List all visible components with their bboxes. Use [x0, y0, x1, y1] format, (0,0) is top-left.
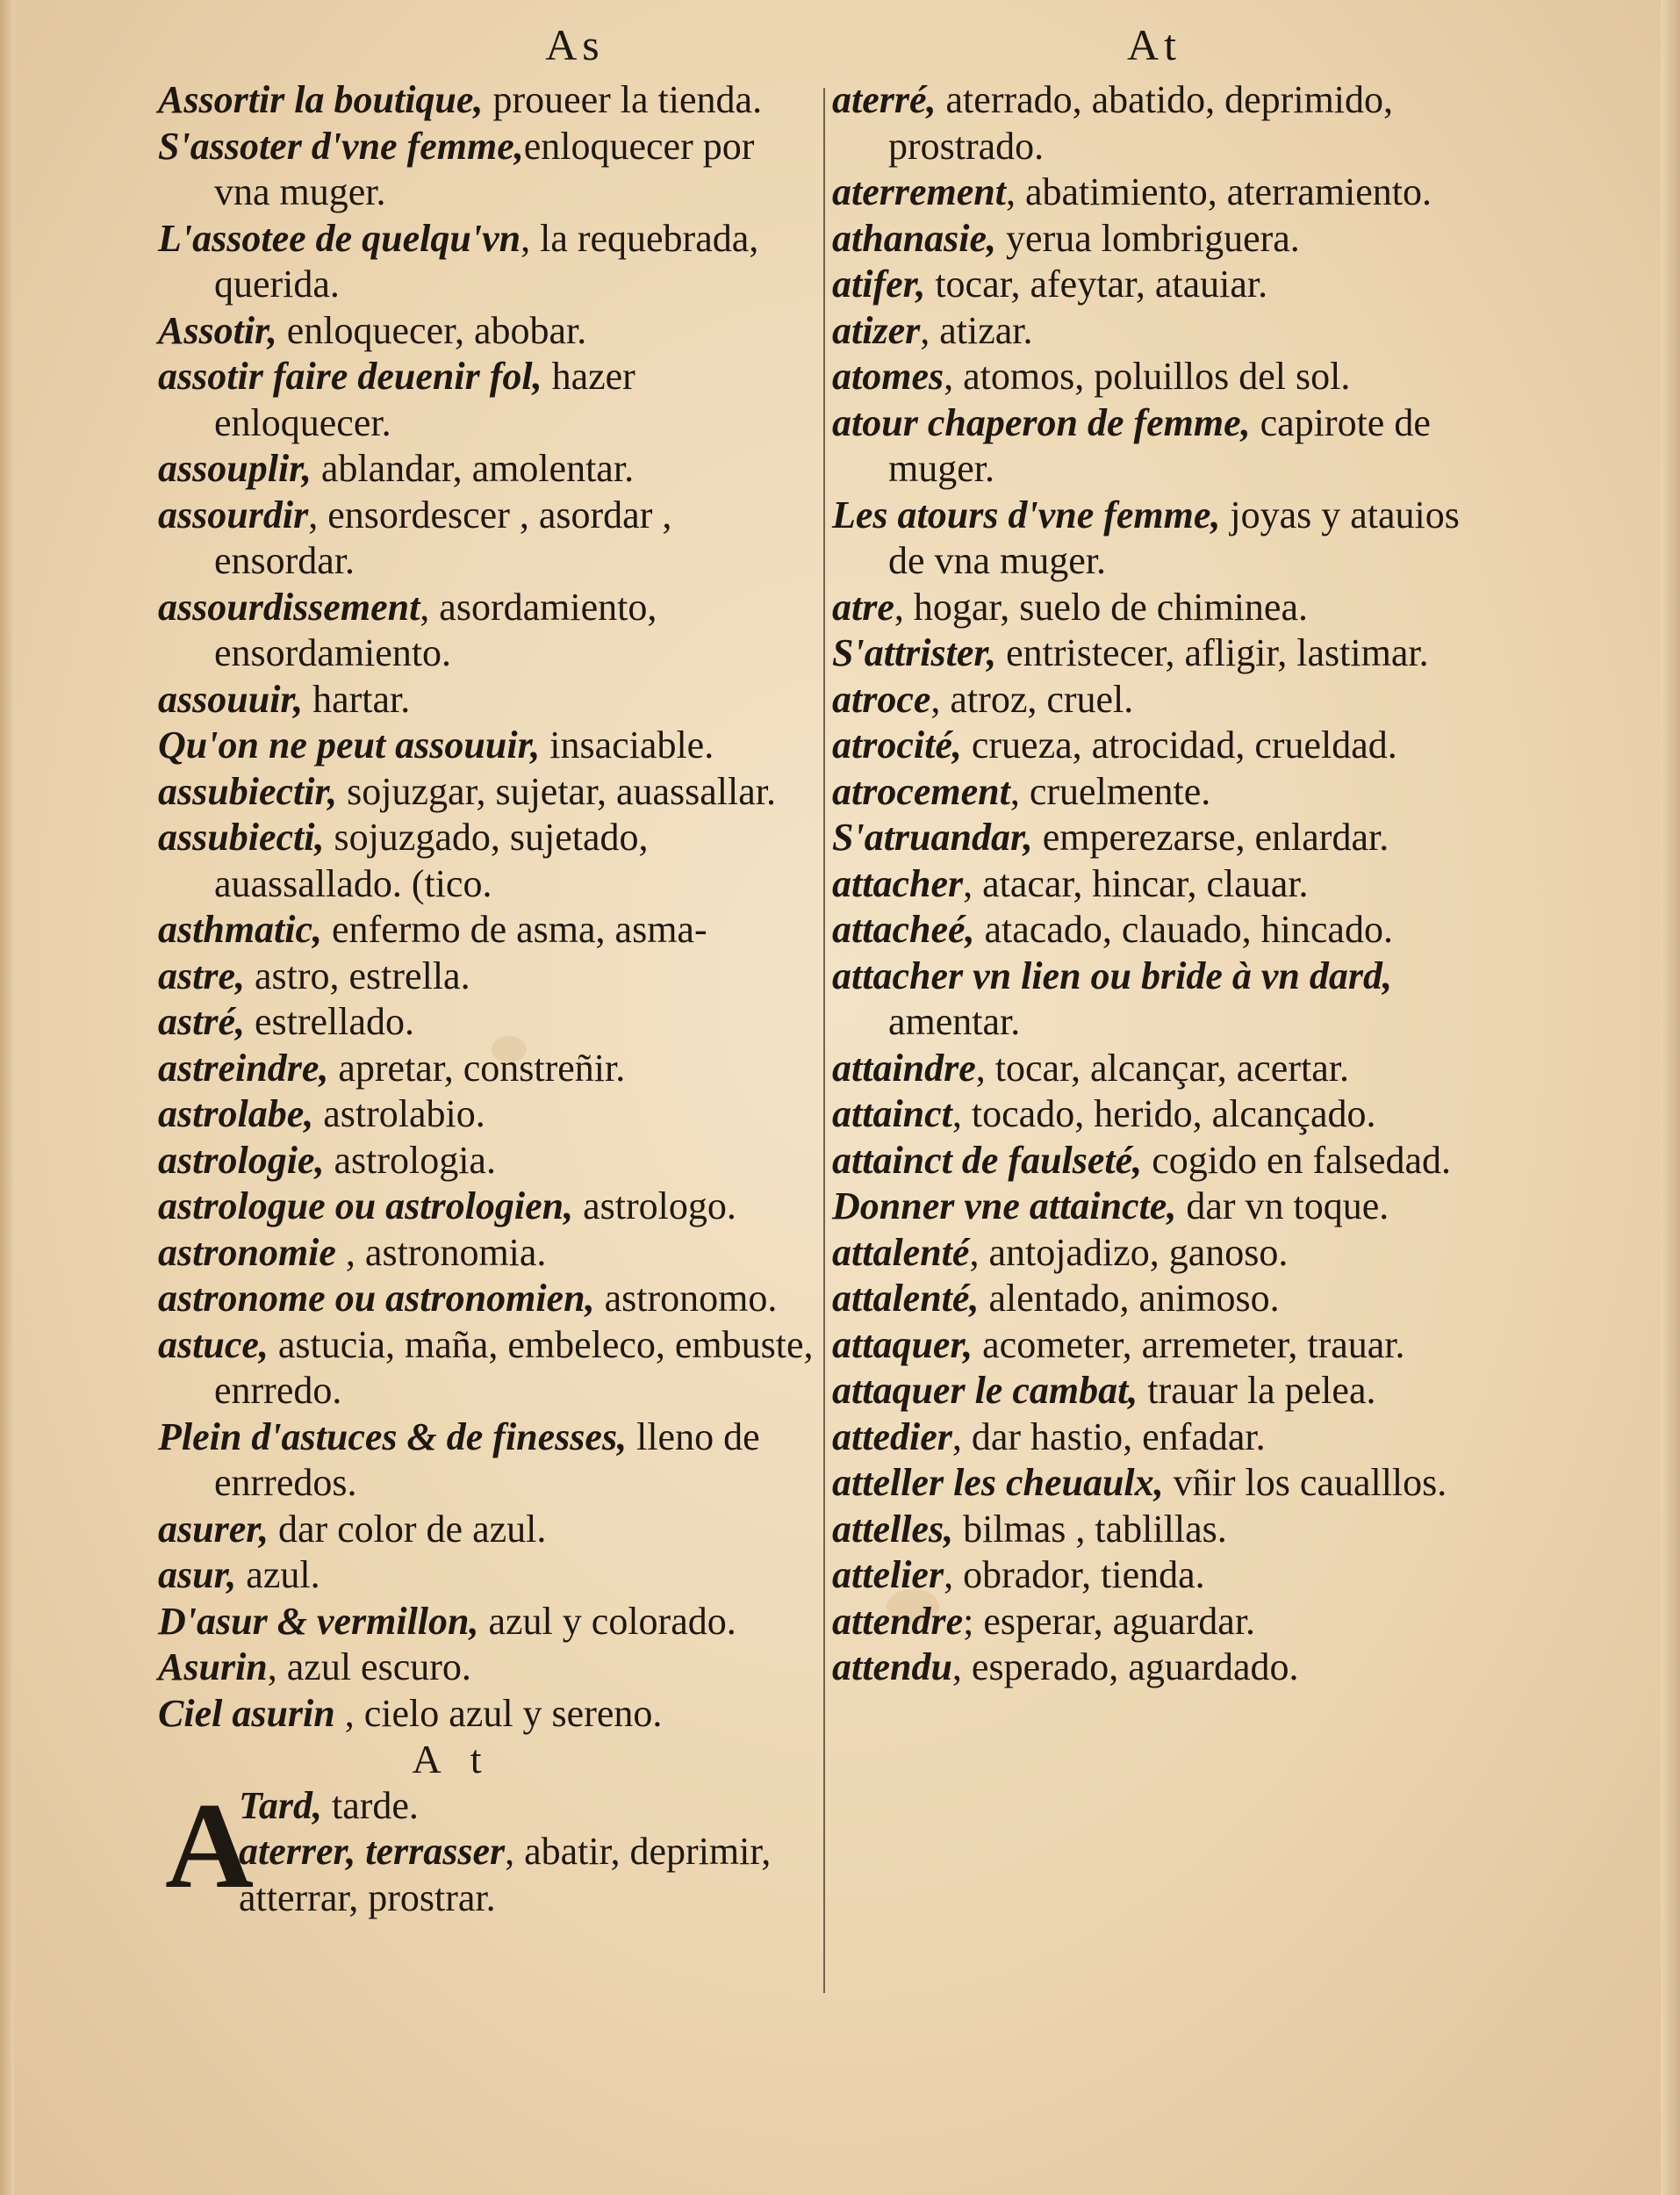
- entry-definition: enloquecer, abobar.: [276, 308, 587, 352]
- dictionary-entry: [158, 124, 816, 216]
- left-column-header: As: [545, 20, 605, 69]
- entry-headword: atteller les cheuaulx,: [832, 1461, 1164, 1504]
- entry-headword: atroce: [832, 677, 931, 721]
- dictionary-entry: [158, 723, 816, 769]
- entry-definition: , cielo azul y sereno.: [334, 1691, 663, 1735]
- dictionary-entry: [158, 1276, 816, 1322]
- entry-headword: Ciel asurin: [158, 1691, 335, 1735]
- dictionary-entry: [832, 169, 1464, 216]
- entry-headword: attendre: [832, 1599, 964, 1643]
- entry-definition: , abatir, deprimir, atterrar, prostrar.: [239, 1830, 772, 1919]
- entry-headword: assourdir: [158, 493, 309, 536]
- column-divider: [823, 88, 825, 1993]
- dictionary-entry: [832, 1644, 1464, 1691]
- entry-headword: Assortir la boutique,: [158, 78, 484, 121]
- entry-definition: dar color de azul.: [268, 1507, 547, 1551]
- dictionary-entry: [158, 1552, 816, 1599]
- dictionary-entry: [158, 999, 816, 1046]
- entry-headword: atomes: [832, 355, 944, 398]
- dictionary-entry: [832, 308, 1464, 355]
- dropcap-entry: [158, 1777, 816, 1922]
- entry-definition: sojuzgar, sujetar, auassallar.: [337, 769, 777, 813]
- entry-definition: enfermo de asma, asma-: [322, 908, 707, 951]
- entry-headword: astré,: [158, 1000, 245, 1043]
- entry-headword: atour chaperon de femme,: [832, 400, 1251, 444]
- dictionary-entry: [832, 1460, 1464, 1507]
- entry-headword: attainct de faulseté,: [832, 1138, 1143, 1182]
- dictionary-entry: [158, 493, 816, 585]
- dictionary-entry: [832, 723, 1464, 769]
- entry-headword: Donner vne attaincte,: [832, 1184, 1177, 1227]
- entry-headword: atifer,: [832, 263, 926, 306]
- entry-headword: astuce,: [158, 1322, 269, 1366]
- entry-headword: assouplir,: [158, 447, 312, 490]
- dictionary-entry: [158, 354, 816, 446]
- entry-headword: aterrer, terrasser: [239, 1830, 506, 1873]
- entry-headword: Assotir,: [158, 308, 277, 352]
- entry-headword: attendu: [832, 1645, 952, 1688]
- dictionary-entry: [158, 1783, 816, 1830]
- entry-headword: asurer,: [158, 1507, 269, 1551]
- dictionary-entry: [158, 446, 816, 493]
- entry-definition: trauar la pelea.: [1138, 1369, 1376, 1412]
- entry-definition: , la requebrada, querida.: [214, 216, 759, 306]
- entry-definition: , dar hastio, enfadar.: [951, 1414, 1266, 1458]
- entry-headword: astrolabe,: [158, 1092, 314, 1135]
- dictionary-entry: [832, 400, 1464, 493]
- entry-definition: , tocado, herido, alcançado.: [951, 1092, 1376, 1135]
- entry-definition: vñir los caualllos.: [1163, 1461, 1447, 1504]
- entry-headword: aterrement: [832, 170, 1006, 213]
- dictionary-entry: [832, 354, 1464, 400]
- entry-definition: azul.: [236, 1553, 320, 1596]
- dictionary-entry: [832, 861, 1464, 908]
- dictionary-entry: [158, 1644, 816, 1691]
- dictionary-entry: [832, 1599, 1464, 1645]
- dictionary-entry: [158, 1138, 816, 1184]
- entry-headword: astronomie: [158, 1230, 336, 1274]
- dictionary-entry: [158, 1230, 816, 1277]
- entry-definition: acometer, arremeter, trauar.: [973, 1322, 1405, 1366]
- entry-definition: tarde.: [321, 1783, 419, 1827]
- dictionary-entry: [832, 815, 1464, 861]
- entry-headword: atrocement: [832, 769, 1010, 813]
- entry-headword: Qu'on ne peut assouuir,: [158, 723, 541, 766]
- right-column-header: At: [1127, 20, 1181, 69]
- entry-definition: enloquecer por vna muger.: [214, 124, 755, 213]
- dictionary-entry: [832, 1368, 1464, 1414]
- entry-headword: assourdissement: [158, 585, 420, 629]
- entry-headword: atizer: [832, 308, 921, 352]
- entry-definition: azul y colorado.: [478, 1599, 736, 1643]
- entry-definition: joyas y atauios de vna muger.: [888, 493, 1460, 582]
- entry-definition: proueer la tienda.: [483, 78, 763, 121]
- entry-definition: crueza, atrocidad, crueldad.: [961, 723, 1397, 766]
- entry-definition: , hogar, suelo de chiminea.: [894, 585, 1308, 629]
- dictionary-entry: [832, 1276, 1464, 1322]
- entry-headword: attaquer le cambat,: [832, 1369, 1138, 1412]
- dictionary-entry: [832, 1138, 1464, 1184]
- dictionary-entry: [832, 769, 1464, 816]
- entry-definition: astrologia.: [324, 1138, 496, 1182]
- dictionary-entry: [158, 769, 816, 816]
- entry-headword: asur,: [158, 1553, 237, 1596]
- entry-definition: , astronomia.: [335, 1230, 547, 1274]
- entry-headword: attelier: [832, 1553, 944, 1596]
- entry-headword: astronome ou astronomien,: [158, 1277, 595, 1320]
- dictionary-entry: [832, 1552, 1464, 1599]
- entry-headword: astreindre,: [158, 1046, 329, 1090]
- dictionary-entry: [158, 1599, 816, 1645]
- entry-definition: , atizar.: [920, 308, 1033, 352]
- dictionary-entry: [158, 1414, 816, 1507]
- right-column: [832, 77, 1464, 1691]
- dictionary-entry: [158, 1507, 816, 1553]
- dictionary-entry: [832, 1507, 1464, 1553]
- dictionary-entry: [158, 308, 816, 355]
- entry-definition: , tocar, alcançar, acertar.: [975, 1046, 1349, 1090]
- dictionary-entry: [158, 815, 816, 907]
- entry-definition: dar vn toque.: [1176, 1184, 1389, 1227]
- dictionary-entry: [832, 585, 1464, 631]
- entry-definition: apretar, constreñir.: [328, 1046, 626, 1090]
- entry-definition: , obrador, tienda.: [944, 1553, 1205, 1596]
- entry-headword: Plein d'astuces & de finesses,: [158, 1414, 628, 1458]
- entry-headword: attalenté: [832, 1230, 970, 1274]
- dictionary-entry: [832, 1091, 1464, 1138]
- entry-headword: attaindre: [832, 1046, 976, 1090]
- entry-headword: attedier: [832, 1414, 952, 1458]
- entry-headword: athanasie,: [832, 216, 997, 260]
- entry-definition: astrolabio.: [313, 1092, 485, 1135]
- dictionary-entry: [832, 1184, 1464, 1230]
- dictionary-entry: [832, 907, 1464, 954]
- entry-definition: , cruelmente.: [1009, 769, 1211, 813]
- entry-headword: assubiectir,: [158, 769, 338, 813]
- entry-definition: capirote de muger.: [888, 400, 1431, 490]
- entry-headword: assouuir,: [158, 677, 304, 721]
- page-right-edge: [1661, 0, 1680, 2195]
- entry-definition: , esperado, aguardado.: [951, 1645, 1299, 1688]
- entry-definition: insaciable.: [540, 723, 714, 766]
- entry-definition: , asordamiento, ensordamiento.: [214, 585, 657, 674]
- entry-definition: astucia, maña, embeleco, embuste, enrredo.: [214, 1322, 814, 1412]
- entry-definition: , atroz, cruel.: [930, 677, 1134, 721]
- entry-definition: yerua lombriguera.: [996, 216, 1300, 260]
- entry-headword: atrocité,: [832, 723, 962, 766]
- entry-definition: emperezarse, enlardar.: [1032, 816, 1389, 859]
- dictionary-entry: [832, 1322, 1464, 1369]
- entry-definition: astronomo.: [594, 1277, 778, 1320]
- dictionary-entry: [158, 585, 816, 677]
- entry-headword: assubiecti,: [158, 816, 325, 859]
- dictionary-entry: [158, 216, 816, 308]
- entry-headword: attacher vn lien ou bride à vn dard,: [832, 954, 1393, 997]
- dictionary-entry: [158, 1046, 816, 1092]
- entry-headword: atre: [832, 585, 894, 629]
- dictionary-entry: [158, 907, 816, 954]
- entry-definition: sojuzgado, sujetado, auassallado. (tico.: [214, 816, 649, 905]
- entry-headword: S'attrister,: [832, 631, 997, 674]
- entry-definition: amentar.: [888, 1000, 1021, 1043]
- entry-headword: attainct: [832, 1092, 952, 1135]
- dictionary-entry: [832, 1046, 1464, 1092]
- entry-definition: astrologo.: [573, 1184, 736, 1227]
- entry-definition: lleno de enrredos.: [214, 1414, 760, 1504]
- entry-headword: S'atruandar,: [832, 816, 1033, 859]
- dictionary-entry: [832, 1230, 1464, 1277]
- dictionary-entry: [158, 954, 816, 1000]
- dictionary-entry: [158, 77, 816, 124]
- dictionary-entry: [832, 262, 1464, 308]
- entry-definition: ablandar, amolentar.: [311, 447, 635, 490]
- entry-definition: bilmas , tablillas.: [953, 1507, 1227, 1551]
- entry-definition: aterrado, abatido, deprimido, prostrado.: [888, 78, 1394, 168]
- entry-headword: asthmatic,: [158, 908, 323, 951]
- entry-definition: estrellado.: [245, 1000, 415, 1043]
- entry-definition: atacado, clauado, hincado.: [974, 908, 1393, 951]
- entry-headword: S'assoter d'vne femme,: [158, 124, 524, 168]
- dictionary-entry: [832, 677, 1464, 723]
- entry-definition: , antojadizo, ganoso.: [969, 1230, 1289, 1274]
- dictionary-entry: [832, 77, 1464, 169]
- entry-headword: D'asur & vermillon,: [158, 1599, 479, 1643]
- entry-definition: hartar.: [303, 677, 411, 721]
- entry-definition: hazer enloquecer.: [214, 355, 635, 444]
- entry-headword: astre,: [158, 954, 245, 997]
- dictionary-entry: [832, 1414, 1464, 1461]
- dictionary-entry: [158, 1322, 816, 1414]
- left-column: [158, 77, 816, 1921]
- entry-headword: Tard,: [239, 1783, 322, 1827]
- entry-headword: astrologue ou astrologien,: [158, 1184, 574, 1227]
- dictionary-entry: [832, 493, 1464, 585]
- dictionary-entry: [832, 954, 1464, 1046]
- entry-definition: alentado, animoso.: [979, 1277, 1280, 1320]
- entry-headword: attaquer,: [832, 1322, 973, 1366]
- dictionary-entry: [158, 1691, 816, 1738]
- entry-headword: Asurin: [158, 1645, 268, 1688]
- entry-definition: , azul escuro.: [267, 1645, 471, 1688]
- dictionary-entry: [158, 677, 816, 723]
- entry-definition: , abatimiento, aterramiento.: [1005, 170, 1432, 213]
- entry-definition: tocar, afeytar, atauiar.: [925, 263, 1268, 306]
- entry-headword: assotir faire deuenir fol,: [158, 355, 542, 398]
- section-heading: A t: [412, 1737, 492, 1781]
- entry-definition: cogido en falsedad.: [1142, 1138, 1452, 1182]
- entry-definition: entristecer, afligir, lastimar.: [996, 631, 1429, 674]
- entry-headword: aterré,: [832, 78, 937, 121]
- entry-definition: astro, estrella.: [245, 954, 470, 997]
- entry-definition: , ensordescer , asordar , ensordar.: [214, 493, 672, 582]
- dictionary-entry: [832, 216, 1464, 263]
- page-left-edge: [0, 0, 14, 2195]
- entry-headword: attalenté,: [832, 1277, 980, 1320]
- entry-definition: , atomos, poluillos del sol.: [944, 355, 1351, 398]
- dropcap-letter: A: [165, 1777, 255, 1914]
- entry-headword: L'assotee de quelqu'vn: [158, 216, 521, 260]
- dictionary-entry: [158, 1091, 816, 1138]
- entry-headword: attelles,: [832, 1507, 954, 1551]
- dictionary-entry: [158, 1184, 816, 1230]
- entry-headword: attacher: [832, 861, 964, 905]
- entry-headword: Les atours d'vne femme,: [832, 493, 1221, 536]
- entry-headword: astrologie,: [158, 1138, 325, 1182]
- dictionary-entry: [832, 630, 1464, 677]
- entry-definition: , atacar, hincar, clauar.: [963, 861, 1309, 905]
- entry-headword: attacheé,: [832, 908, 975, 951]
- entry-definition: ; esperar, aguardar.: [963, 1599, 1256, 1643]
- dictionary-entry: [158, 1829, 816, 1921]
